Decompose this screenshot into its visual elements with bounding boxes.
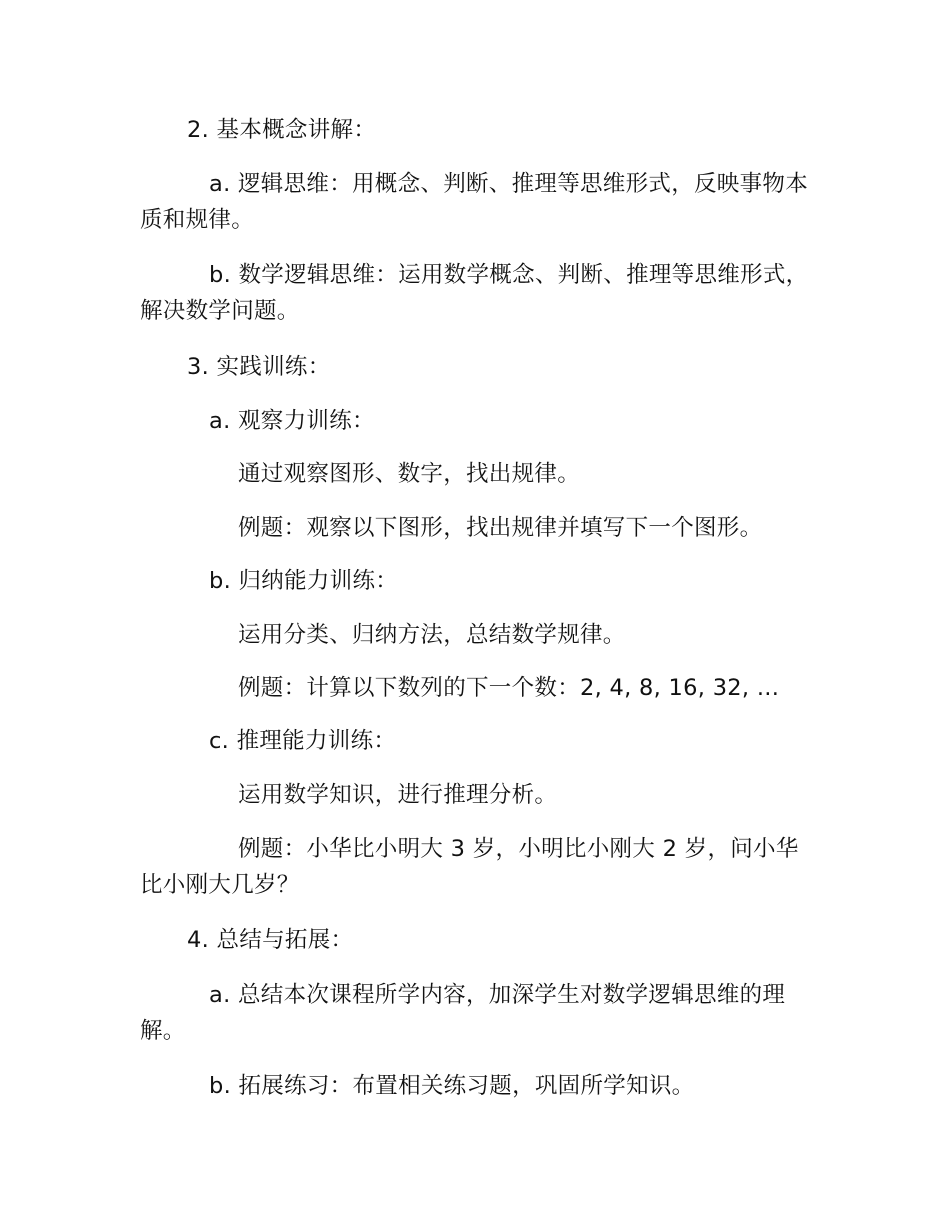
subheading-reasoning: c. 推理能力训练：	[209, 728, 397, 754]
reasoning-example: 例题：小华比小明大 3 岁，小明比小刚大 2 岁，问小华比小刚大几岁？	[140, 836, 799, 898]
definition-math-logical-thinking: b. 数学逻辑思维：运用数学概念、判断、推理等思维形式，解决数学问题。	[140, 262, 809, 324]
definition-logical-thinking: a. 逻辑思维：用概念、判断、推理等思维形式，反映事物本质和规律。	[140, 171, 808, 233]
reasoning-description: 运用数学知识，进行推理分析。	[238, 782, 558, 808]
summary-item: a. 总结本次课程所学内容，加深学生对数学逻辑思维的理解。	[140, 982, 786, 1044]
section-heading-4: 4. 总结与拓展：	[187, 927, 354, 953]
observation-example: 例题：观察以下图形，找出规律并填写下一个图形。	[238, 515, 763, 541]
subheading-observation: a. 观察力训练：	[209, 408, 375, 434]
extension-exercise-item: b. 拓展练习：布置相关练习题，巩固所学知识。	[209, 1073, 695, 1099]
induction-description: 运用分类、归纳方法，总结数学规律。	[238, 622, 626, 648]
induction-example: 例题：计算以下数列的下一个数：2, 4, 8, 16, 32, ...	[238, 675, 780, 701]
section-heading-3: 3. 实践训练：	[187, 354, 331, 380]
subheading-induction: b. 归纳能力训练：	[209, 568, 399, 594]
section-heading-2: 2. 基本概念讲解：	[187, 117, 377, 143]
observation-description: 通过观察图形、数字，找出规律。	[238, 461, 581, 487]
